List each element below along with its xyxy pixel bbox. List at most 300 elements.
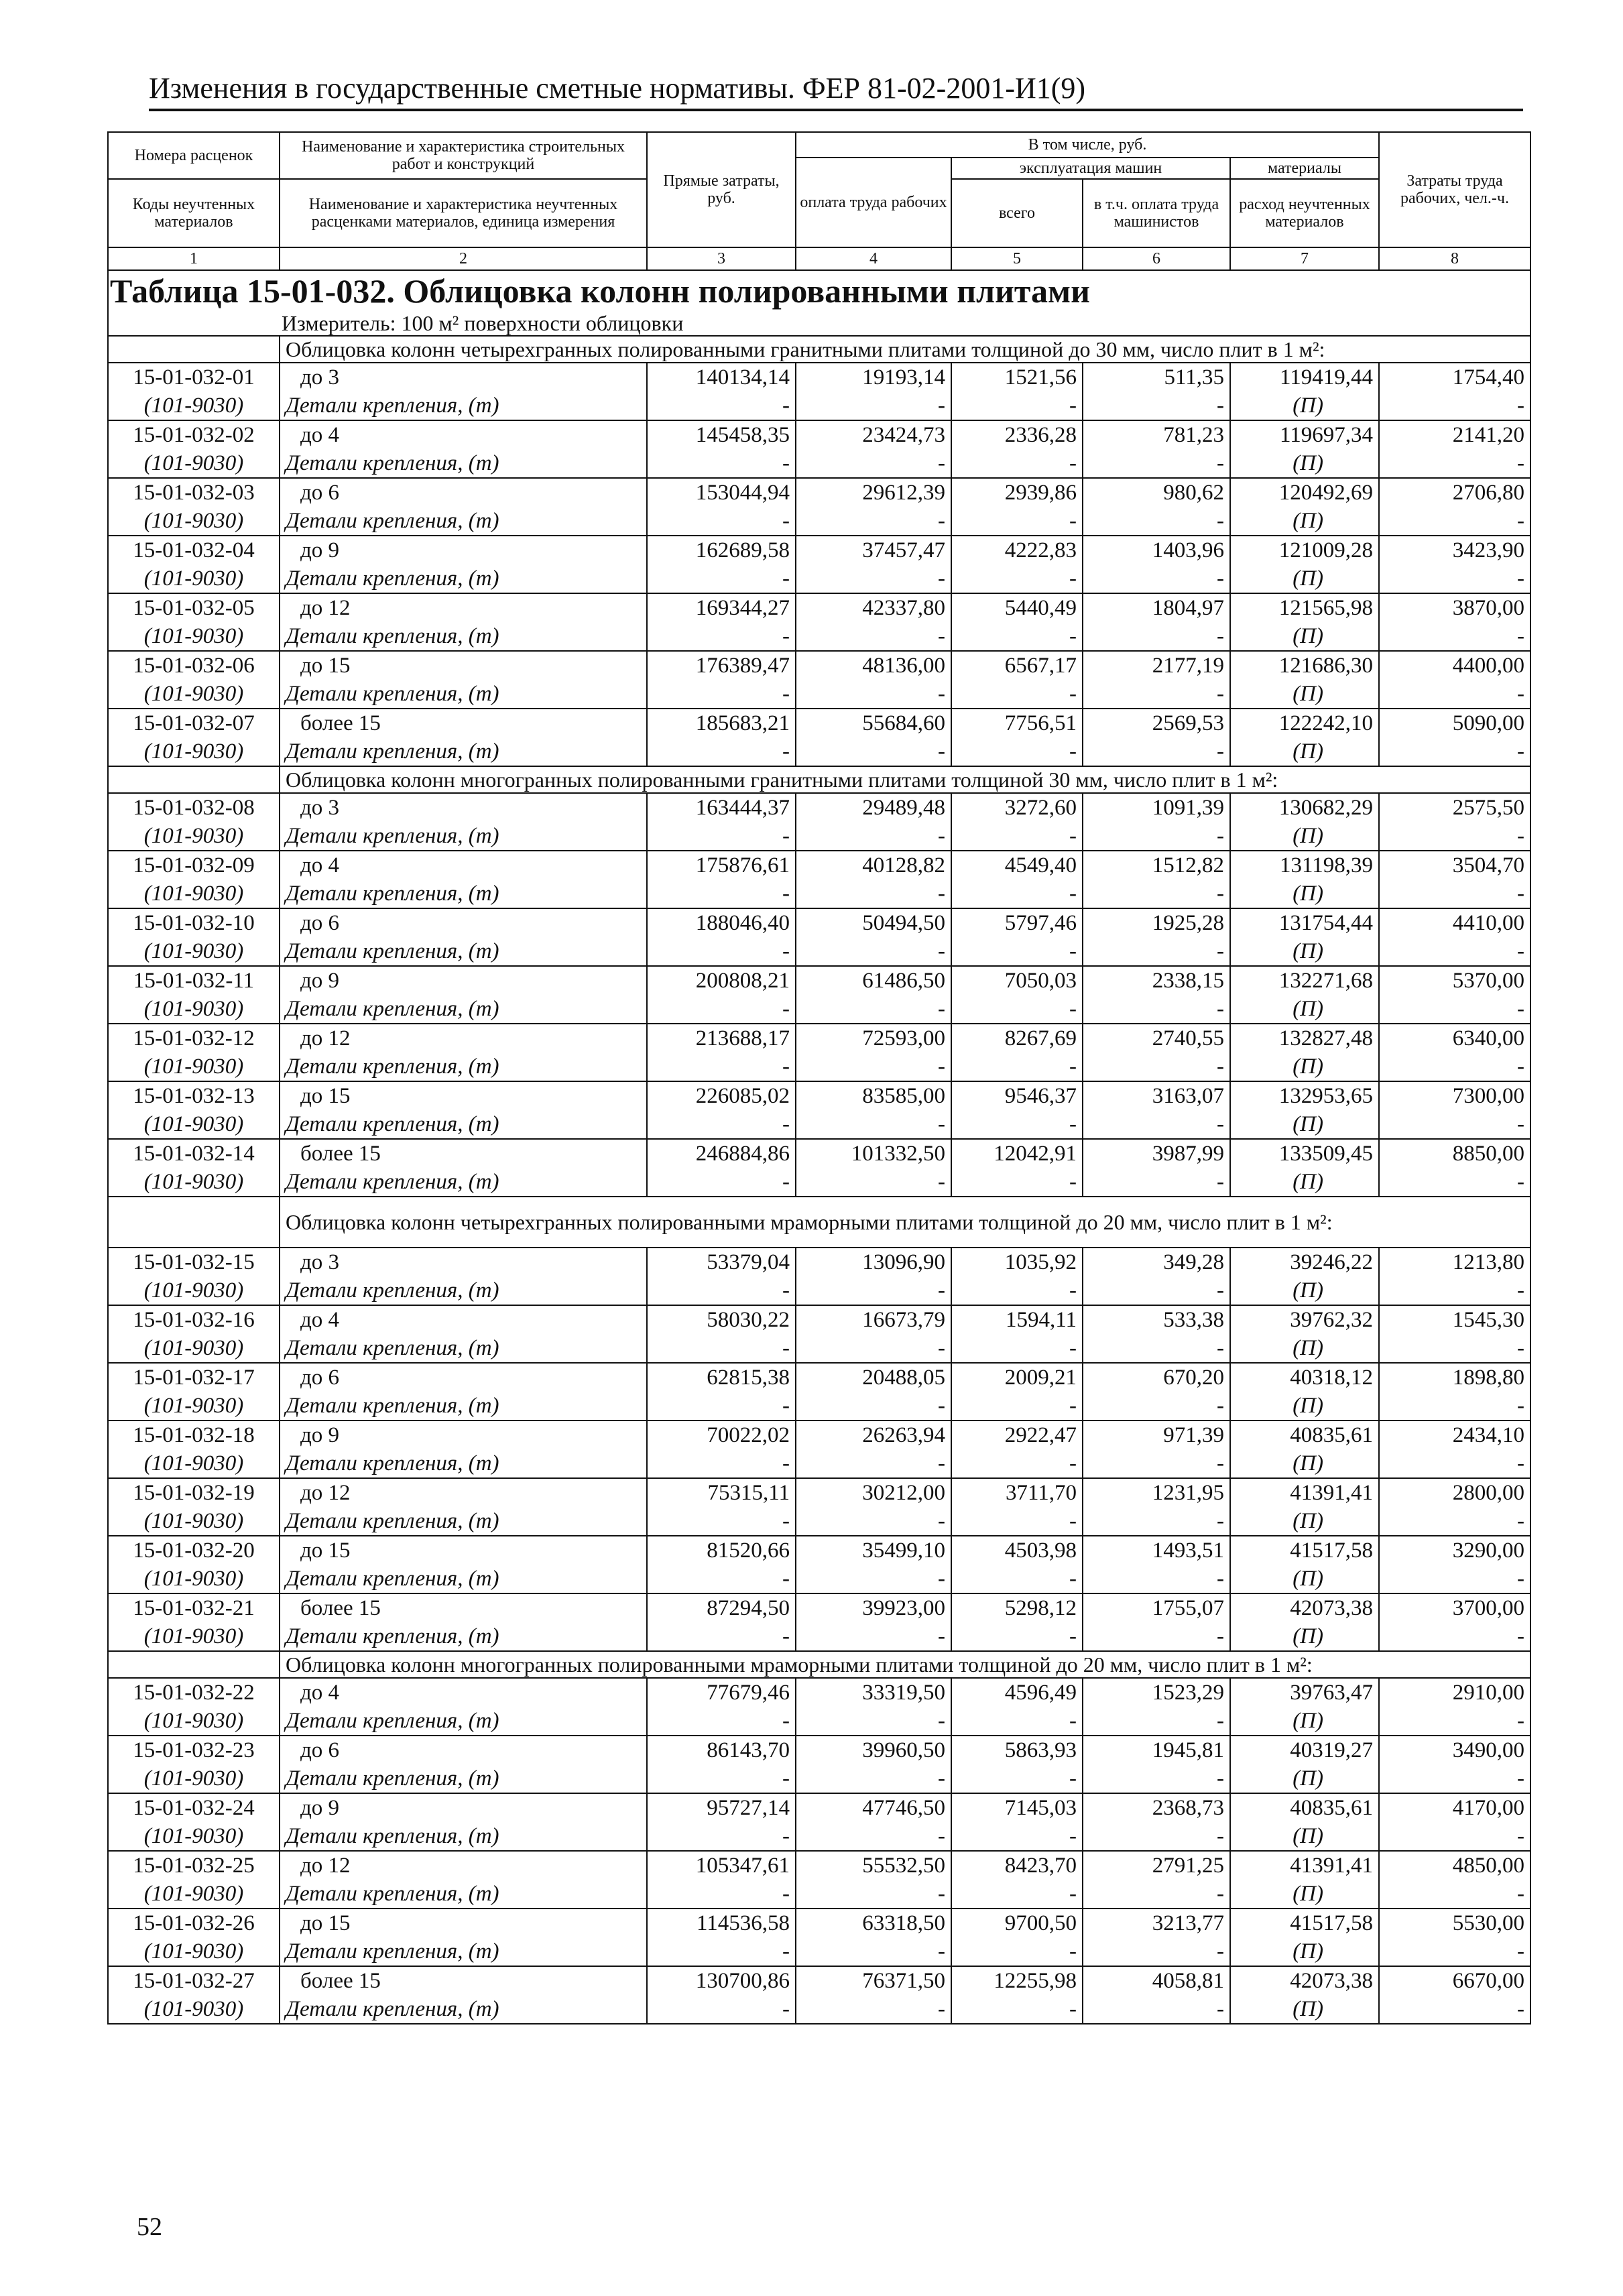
material-row — [108, 1565, 1530, 1593]
material-unit: (П) — [1230, 1052, 1379, 1081]
dash-cell: - — [1379, 449, 1530, 478]
dash-cell: - — [1379, 1276, 1530, 1305]
machines-wages: 781,23 — [1083, 420, 1230, 449]
dash-cell: - — [951, 822, 1083, 851]
rate-name: более 15 — [280, 1593, 647, 1622]
material-code: (101-9030) — [108, 1392, 280, 1421]
direct-costs: 70022,02 — [647, 1421, 796, 1449]
material-unit: (П) — [1230, 1937, 1379, 1966]
labor-hours: 2575,50 — [1379, 793, 1530, 822]
machines-total: 5863,93 — [951, 1736, 1083, 1764]
direct-costs: 145458,35 — [647, 420, 796, 449]
machines-wages: 1804,97 — [1083, 593, 1230, 622]
dash-cell: - — [647, 1449, 796, 1478]
dash-cell: - — [1379, 680, 1530, 709]
labor-hours: 2706,80 — [1379, 478, 1530, 507]
rate-code: 15-01-032-23 — [108, 1736, 280, 1764]
dash-cell: - — [951, 622, 1083, 651]
material-name: Детали крепления, (т) — [280, 1449, 647, 1478]
direct-costs: 153044,94 — [647, 478, 796, 507]
dash-cell: - — [951, 449, 1083, 478]
direct-costs: 175876,61 — [647, 851, 796, 880]
material-unit: (П) — [1230, 822, 1379, 851]
dash-cell: - — [1379, 1110, 1530, 1139]
header-materials: материалы — [1230, 158, 1379, 179]
material-name: Детали крепления, (т) — [280, 995, 647, 1024]
dash-cell: - — [1083, 1822, 1230, 1851]
rate-row — [108, 908, 1530, 937]
rate-row — [108, 851, 1530, 880]
machines-wages: 1523,29 — [1083, 1678, 1230, 1707]
dash-cell: - — [1379, 737, 1530, 766]
material-row — [108, 1110, 1530, 1139]
wages: 40128,82 — [796, 851, 951, 880]
dash-cell: - — [1379, 1052, 1530, 1081]
material-row — [108, 1392, 1530, 1421]
material-row — [108, 1449, 1530, 1478]
labor-hours: 3490,00 — [1379, 1736, 1530, 1764]
rate-code: 15-01-032-01 — [108, 363, 280, 391]
material-name: Детали крепления, (т) — [280, 1622, 647, 1651]
header-including: В том числе, руб. — [796, 132, 1379, 158]
material-row — [108, 622, 1530, 651]
materials-cost: 41391,41 — [1230, 1851, 1379, 1880]
material-code: (101-9030) — [108, 995, 280, 1024]
dash-cell: - — [1379, 1622, 1530, 1651]
wages: 55532,50 — [796, 1851, 951, 1880]
rate-code: 15-01-032-27 — [108, 1966, 280, 1995]
rate-name: до 3 — [280, 793, 647, 822]
direct-costs: 77679,46 — [647, 1678, 796, 1707]
machines-wages: 3213,77 — [1083, 1909, 1230, 1937]
wages: 30212,00 — [796, 1478, 951, 1507]
dash-cell: - — [1083, 1392, 1230, 1421]
dash-cell: - — [1379, 1168, 1530, 1197]
rate-code: 15-01-032-14 — [108, 1139, 280, 1168]
dash-cell: - — [647, 937, 796, 966]
machines-wages: 511,35 — [1083, 363, 1230, 391]
materials-cost: 119419,44 — [1230, 363, 1379, 391]
rate-name: до 6 — [280, 478, 647, 507]
material-code: (101-9030) — [108, 880, 280, 908]
materials-cost: 41517,58 — [1230, 1909, 1379, 1937]
direct-costs: 213688,17 — [647, 1024, 796, 1052]
dash-cell: - — [647, 1392, 796, 1421]
table-header — [108, 132, 1530, 270]
machines-wages: 2177,19 — [1083, 651, 1230, 680]
material-row — [108, 937, 1530, 966]
material-code: (101-9030) — [108, 1334, 280, 1363]
material-row — [108, 1995, 1530, 2024]
material-unit: (П) — [1230, 507, 1379, 536]
wages: 55684,60 — [796, 709, 951, 737]
machines-total: 5797,46 — [951, 908, 1083, 937]
wages: 48136,00 — [796, 651, 951, 680]
rate-row — [108, 1363, 1530, 1392]
dash-cell: - — [1379, 1565, 1530, 1593]
dash-cell: - — [647, 1110, 796, 1139]
material-code: (101-9030) — [108, 1168, 280, 1197]
rate-row — [108, 478, 1530, 507]
materials-cost: 40318,12 — [1230, 1363, 1379, 1392]
rate-code: 15-01-032-21 — [108, 1593, 280, 1622]
machines-total: 1594,11 — [951, 1305, 1083, 1334]
dash-cell: - — [1379, 1449, 1530, 1478]
wages: 33319,50 — [796, 1678, 951, 1707]
material-code: (101-9030) — [108, 622, 280, 651]
labor-hours: 3504,70 — [1379, 851, 1530, 880]
labor-hours: 8850,00 — [1379, 1139, 1530, 1168]
materials-cost: 121009,28 — [1230, 536, 1379, 564]
material-unit: (П) — [1230, 680, 1379, 709]
rate-name: более 15 — [280, 709, 647, 737]
dash-cell: - — [1379, 1822, 1530, 1851]
direct-costs: 105347,61 — [647, 1851, 796, 1880]
material-code: (101-9030) — [108, 1937, 280, 1966]
dash-cell: - — [1083, 1622, 1230, 1651]
material-code: (101-9030) — [108, 737, 280, 766]
dash-cell: - — [951, 1168, 1083, 1197]
dash-cell: - — [951, 1276, 1083, 1305]
dash-cell: - — [647, 449, 796, 478]
rate-name: до 15 — [280, 1536, 647, 1565]
material-unit: (П) — [1230, 1276, 1379, 1305]
material-row — [108, 680, 1530, 709]
machines-wages: 2368,73 — [1083, 1793, 1230, 1822]
dash-cell: - — [647, 1764, 796, 1793]
materials-cost: 40835,61 — [1230, 1421, 1379, 1449]
column-number: 5 — [951, 247, 1083, 270]
dash-cell: - — [951, 1707, 1083, 1736]
material-name: Детали крепления, (т) — [280, 1507, 647, 1536]
wages: 61486,50 — [796, 966, 951, 995]
machines-wages: 1403,96 — [1083, 536, 1230, 564]
dash-cell: - — [951, 1764, 1083, 1793]
machines-wages: 1231,95 — [1083, 1478, 1230, 1507]
direct-costs: 95727,14 — [647, 1793, 796, 1822]
rate-row — [108, 1909, 1530, 1937]
dash-cell: - — [1379, 1880, 1530, 1909]
dash-cell: - — [1379, 564, 1530, 593]
materials-cost: 130682,29 — [1230, 793, 1379, 822]
machines-wages: 533,38 — [1083, 1305, 1230, 1334]
material-unit: (П) — [1230, 564, 1379, 593]
header-name-top: Наименование и характеристика строительных работ и конструкций — [280, 132, 647, 179]
dash-cell: - — [647, 1880, 796, 1909]
rate-row — [108, 1478, 1530, 1507]
material-unit: (П) — [1230, 1707, 1379, 1736]
machines-total: 3711,70 — [951, 1478, 1083, 1507]
machines-wages: 1091,39 — [1083, 793, 1230, 822]
machines-total: 8267,69 — [951, 1024, 1083, 1052]
material-code: (101-9030) — [108, 1822, 280, 1851]
rate-name: до 3 — [280, 363, 647, 391]
dash-cell: - — [951, 564, 1083, 593]
direct-costs: 86143,70 — [647, 1736, 796, 1764]
material-row — [108, 507, 1530, 536]
material-row — [108, 1937, 1530, 1966]
dash-cell: - — [1379, 937, 1530, 966]
wages: 16673,79 — [796, 1305, 951, 1334]
wages: 37457,47 — [796, 536, 951, 564]
material-unit: (П) — [1230, 1565, 1379, 1593]
direct-costs: 130700,86 — [647, 1966, 796, 1995]
dash-cell: - — [796, 880, 951, 908]
group-heading-spacer — [108, 1651, 280, 1678]
labor-hours: 6670,00 — [1379, 1966, 1530, 1995]
rate-code: 15-01-032-25 — [108, 1851, 280, 1880]
rate-code: 15-01-032-12 — [108, 1024, 280, 1052]
dash-cell: - — [951, 1052, 1083, 1081]
rate-row — [108, 1248, 1530, 1276]
materials-cost: 120492,69 — [1230, 478, 1379, 507]
page-number: 52 — [137, 2213, 162, 2241]
dash-cell: - — [647, 564, 796, 593]
materials-cost: 131754,44 — [1230, 908, 1379, 937]
material-unit: (П) — [1230, 1622, 1379, 1651]
dash-cell: - — [951, 1110, 1083, 1139]
direct-costs: 58030,22 — [647, 1305, 796, 1334]
rate-code: 15-01-032-06 — [108, 651, 280, 680]
labor-hours: 4850,00 — [1379, 1851, 1530, 1880]
material-unit: (П) — [1230, 449, 1379, 478]
dash-cell: - — [951, 391, 1083, 420]
material-unit: (П) — [1230, 1392, 1379, 1421]
dash-cell: - — [951, 1995, 1083, 2024]
machines-wages: 349,28 — [1083, 1248, 1230, 1276]
materials-cost: 132953,65 — [1230, 1081, 1379, 1110]
dash-cell: - — [1083, 1449, 1230, 1478]
material-unit: (П) — [1230, 880, 1379, 908]
material-row — [108, 1507, 1530, 1536]
dash-cell: - — [1379, 1334, 1530, 1363]
labor-hours: 7300,00 — [1379, 1081, 1530, 1110]
rate-row — [108, 1736, 1530, 1764]
rate-row — [108, 1793, 1530, 1822]
rate-row — [108, 1678, 1530, 1707]
header-wages: оплата труда рабочих — [796, 158, 951, 247]
material-code: (101-9030) — [108, 1052, 280, 1081]
machines-wages: 1493,51 — [1083, 1536, 1230, 1565]
direct-costs: 114536,58 — [647, 1909, 796, 1937]
dash-cell: - — [1379, 507, 1530, 536]
machines-wages: 2338,15 — [1083, 966, 1230, 995]
rate-name: более 15 — [280, 1966, 647, 1995]
material-code: (101-9030) — [108, 1622, 280, 1651]
direct-costs: 87294,50 — [647, 1593, 796, 1622]
dash-cell: - — [647, 1052, 796, 1081]
dash-cell: - — [951, 680, 1083, 709]
rate-row — [108, 1305, 1530, 1334]
dash-cell: - — [951, 1565, 1083, 1593]
material-code: (101-9030) — [108, 937, 280, 966]
wages: 20488,05 — [796, 1363, 951, 1392]
material-row — [108, 449, 1530, 478]
dash-cell: - — [796, 1110, 951, 1139]
group-heading: Облицовка колонн четырехгранных полированными гранитными плитами толщиной до 30 мм, число плит в 1 м²: — [280, 336, 1530, 363]
material-code: (101-9030) — [108, 1507, 280, 1536]
rate-name: до 12 — [280, 593, 647, 622]
rate-name: до 4 — [280, 420, 647, 449]
labor-hours: 1754,40 — [1379, 363, 1530, 391]
dash-cell: - — [951, 1334, 1083, 1363]
material-name: Детали крепления, (т) — [280, 1110, 647, 1139]
machines-wages: 1925,28 — [1083, 908, 1230, 937]
materials-cost: 40319,27 — [1230, 1736, 1379, 1764]
dash-cell: - — [796, 1764, 951, 1793]
dash-cell: - — [1379, 1707, 1530, 1736]
machines-wages: 980,62 — [1083, 478, 1230, 507]
labor-hours: 5370,00 — [1379, 966, 1530, 995]
rate-row — [108, 1081, 1530, 1110]
labor-hours: 2910,00 — [1379, 1678, 1530, 1707]
dash-cell: - — [951, 1880, 1083, 1909]
dash-cell: - — [1083, 449, 1230, 478]
rate-code: 15-01-032-18 — [108, 1421, 280, 1449]
material-code: (101-9030) — [108, 1449, 280, 1478]
dash-cell: - — [796, 1507, 951, 1536]
rate-row — [108, 1536, 1530, 1565]
material-name: Детали крепления, (т) — [280, 1822, 647, 1851]
direct-costs: 163444,37 — [647, 793, 796, 822]
header-codes-top: Номера расценок — [108, 132, 280, 179]
dash-cell: - — [796, 1565, 951, 1593]
materials-cost: 132271,68 — [1230, 966, 1379, 995]
dash-cell: - — [1083, 391, 1230, 420]
materials-cost: 41517,58 — [1230, 1536, 1379, 1565]
wages: 50494,50 — [796, 908, 951, 937]
rate-name: до 15 — [280, 1081, 647, 1110]
dash-cell: - — [647, 1707, 796, 1736]
labor-hours: 2434,10 — [1379, 1421, 1530, 1449]
labor-hours: 1545,30 — [1379, 1305, 1530, 1334]
dash-cell: - — [647, 1276, 796, 1305]
materials-cost: 121686,30 — [1230, 651, 1379, 680]
material-row — [108, 822, 1530, 851]
wages: 101332,50 — [796, 1139, 951, 1168]
material-unit: (П) — [1230, 1168, 1379, 1197]
material-name: Детали крепления, (т) — [280, 1052, 647, 1081]
dash-cell: - — [1083, 1507, 1230, 1536]
column-number: 3 — [647, 247, 796, 270]
dash-cell: - — [1379, 1995, 1530, 2024]
labor-hours: 5530,00 — [1379, 1909, 1530, 1937]
dash-cell: - — [951, 1507, 1083, 1536]
rate-code: 15-01-032-04 — [108, 536, 280, 564]
direct-costs: 226085,02 — [647, 1081, 796, 1110]
rate-row — [108, 1966, 1530, 1995]
dash-cell: - — [796, 995, 951, 1024]
direct-costs: 188046,40 — [647, 908, 796, 937]
rate-name: до 6 — [280, 908, 647, 937]
material-name: Детали крепления, (т) — [280, 880, 647, 908]
labor-hours: 1213,80 — [1379, 1248, 1530, 1276]
material-code: (101-9030) — [108, 1995, 280, 2024]
machines-wages: 971,39 — [1083, 1421, 1230, 1449]
machines-total: 12255,98 — [951, 1966, 1083, 1995]
rate-name: до 4 — [280, 851, 647, 880]
rate-code: 15-01-032-24 — [108, 1793, 280, 1822]
group-heading: Облицовка колонн многогранных полированными гранитными плитами толщиной 30 мм, число плит в 1 м²: — [280, 766, 1530, 793]
machines-total: 2009,21 — [951, 1363, 1083, 1392]
dash-cell: - — [1083, 880, 1230, 908]
rate-code: 15-01-032-09 — [108, 851, 280, 880]
rate-name: до 9 — [280, 536, 647, 564]
dash-cell: - — [1083, 822, 1230, 851]
dash-cell: - — [1083, 1168, 1230, 1197]
rate-code: 15-01-032-13 — [108, 1081, 280, 1110]
dash-cell: - — [1083, 1937, 1230, 1966]
rate-row — [108, 1024, 1530, 1052]
dash-cell: - — [796, 1449, 951, 1478]
dash-cell: - — [796, 1707, 951, 1736]
machines-total: 7050,03 — [951, 966, 1083, 995]
material-name: Детали крепления, (т) — [280, 1392, 647, 1421]
dash-cell: - — [796, 822, 951, 851]
rate-code: 15-01-032-11 — [108, 966, 280, 995]
material-name: Детали крепления, (т) — [280, 737, 647, 766]
material-unit: (П) — [1230, 622, 1379, 651]
group-heading-row — [108, 1197, 1530, 1248]
dash-cell: - — [796, 1880, 951, 1909]
dash-cell: - — [796, 1334, 951, 1363]
wages: 42337,80 — [796, 593, 951, 622]
material-name: Детали крепления, (т) — [280, 1880, 647, 1909]
rate-name: до 12 — [280, 1851, 647, 1880]
dash-cell: - — [1379, 880, 1530, 908]
dash-cell: - — [951, 937, 1083, 966]
wages: 26263,94 — [796, 1421, 951, 1449]
rate-name: более 15 — [280, 1139, 647, 1168]
material-row — [108, 1880, 1530, 1909]
rate-code: 15-01-032-02 — [108, 420, 280, 449]
table-body — [108, 270, 1530, 2024]
material-code: (101-9030) — [108, 391, 280, 420]
machines-wages: 1945,81 — [1083, 1736, 1230, 1764]
material-unit: (П) — [1230, 1764, 1379, 1793]
dash-cell: - — [951, 1449, 1083, 1478]
materials-cost: 42073,38 — [1230, 1966, 1379, 1995]
machines-wages: 1512,82 — [1083, 851, 1230, 880]
header-direct-costs: Прямые затраты, руб. — [647, 132, 796, 247]
column-number: 1 — [108, 247, 280, 270]
direct-costs: 246884,86 — [647, 1139, 796, 1168]
group-heading-row — [108, 766, 1530, 793]
material-name: Детали крепления, (т) — [280, 680, 647, 709]
wages: 63318,50 — [796, 1909, 951, 1937]
dash-cell: - — [1083, 737, 1230, 766]
dash-cell: - — [1083, 622, 1230, 651]
material-unit: (П) — [1230, 1507, 1379, 1536]
machines-total: 2336,28 — [951, 420, 1083, 449]
rate-name: до 4 — [280, 1678, 647, 1707]
dash-cell: - — [1379, 995, 1530, 1024]
dash-cell: - — [647, 507, 796, 536]
dash-cell: - — [796, 1276, 951, 1305]
machines-total: 7756,51 — [951, 709, 1083, 737]
wages: 29612,39 — [796, 478, 951, 507]
machines-wages: 670,20 — [1083, 1363, 1230, 1392]
rate-row — [108, 1593, 1530, 1622]
material-row — [108, 1822, 1530, 1851]
material-unit: (П) — [1230, 1822, 1379, 1851]
rate-row — [108, 1139, 1530, 1168]
materials-cost: 42073,38 — [1230, 1593, 1379, 1622]
dash-cell: - — [796, 449, 951, 478]
machines-total: 5298,12 — [951, 1593, 1083, 1622]
dash-cell: - — [647, 1334, 796, 1363]
rate-code: 15-01-032-22 — [108, 1678, 280, 1707]
